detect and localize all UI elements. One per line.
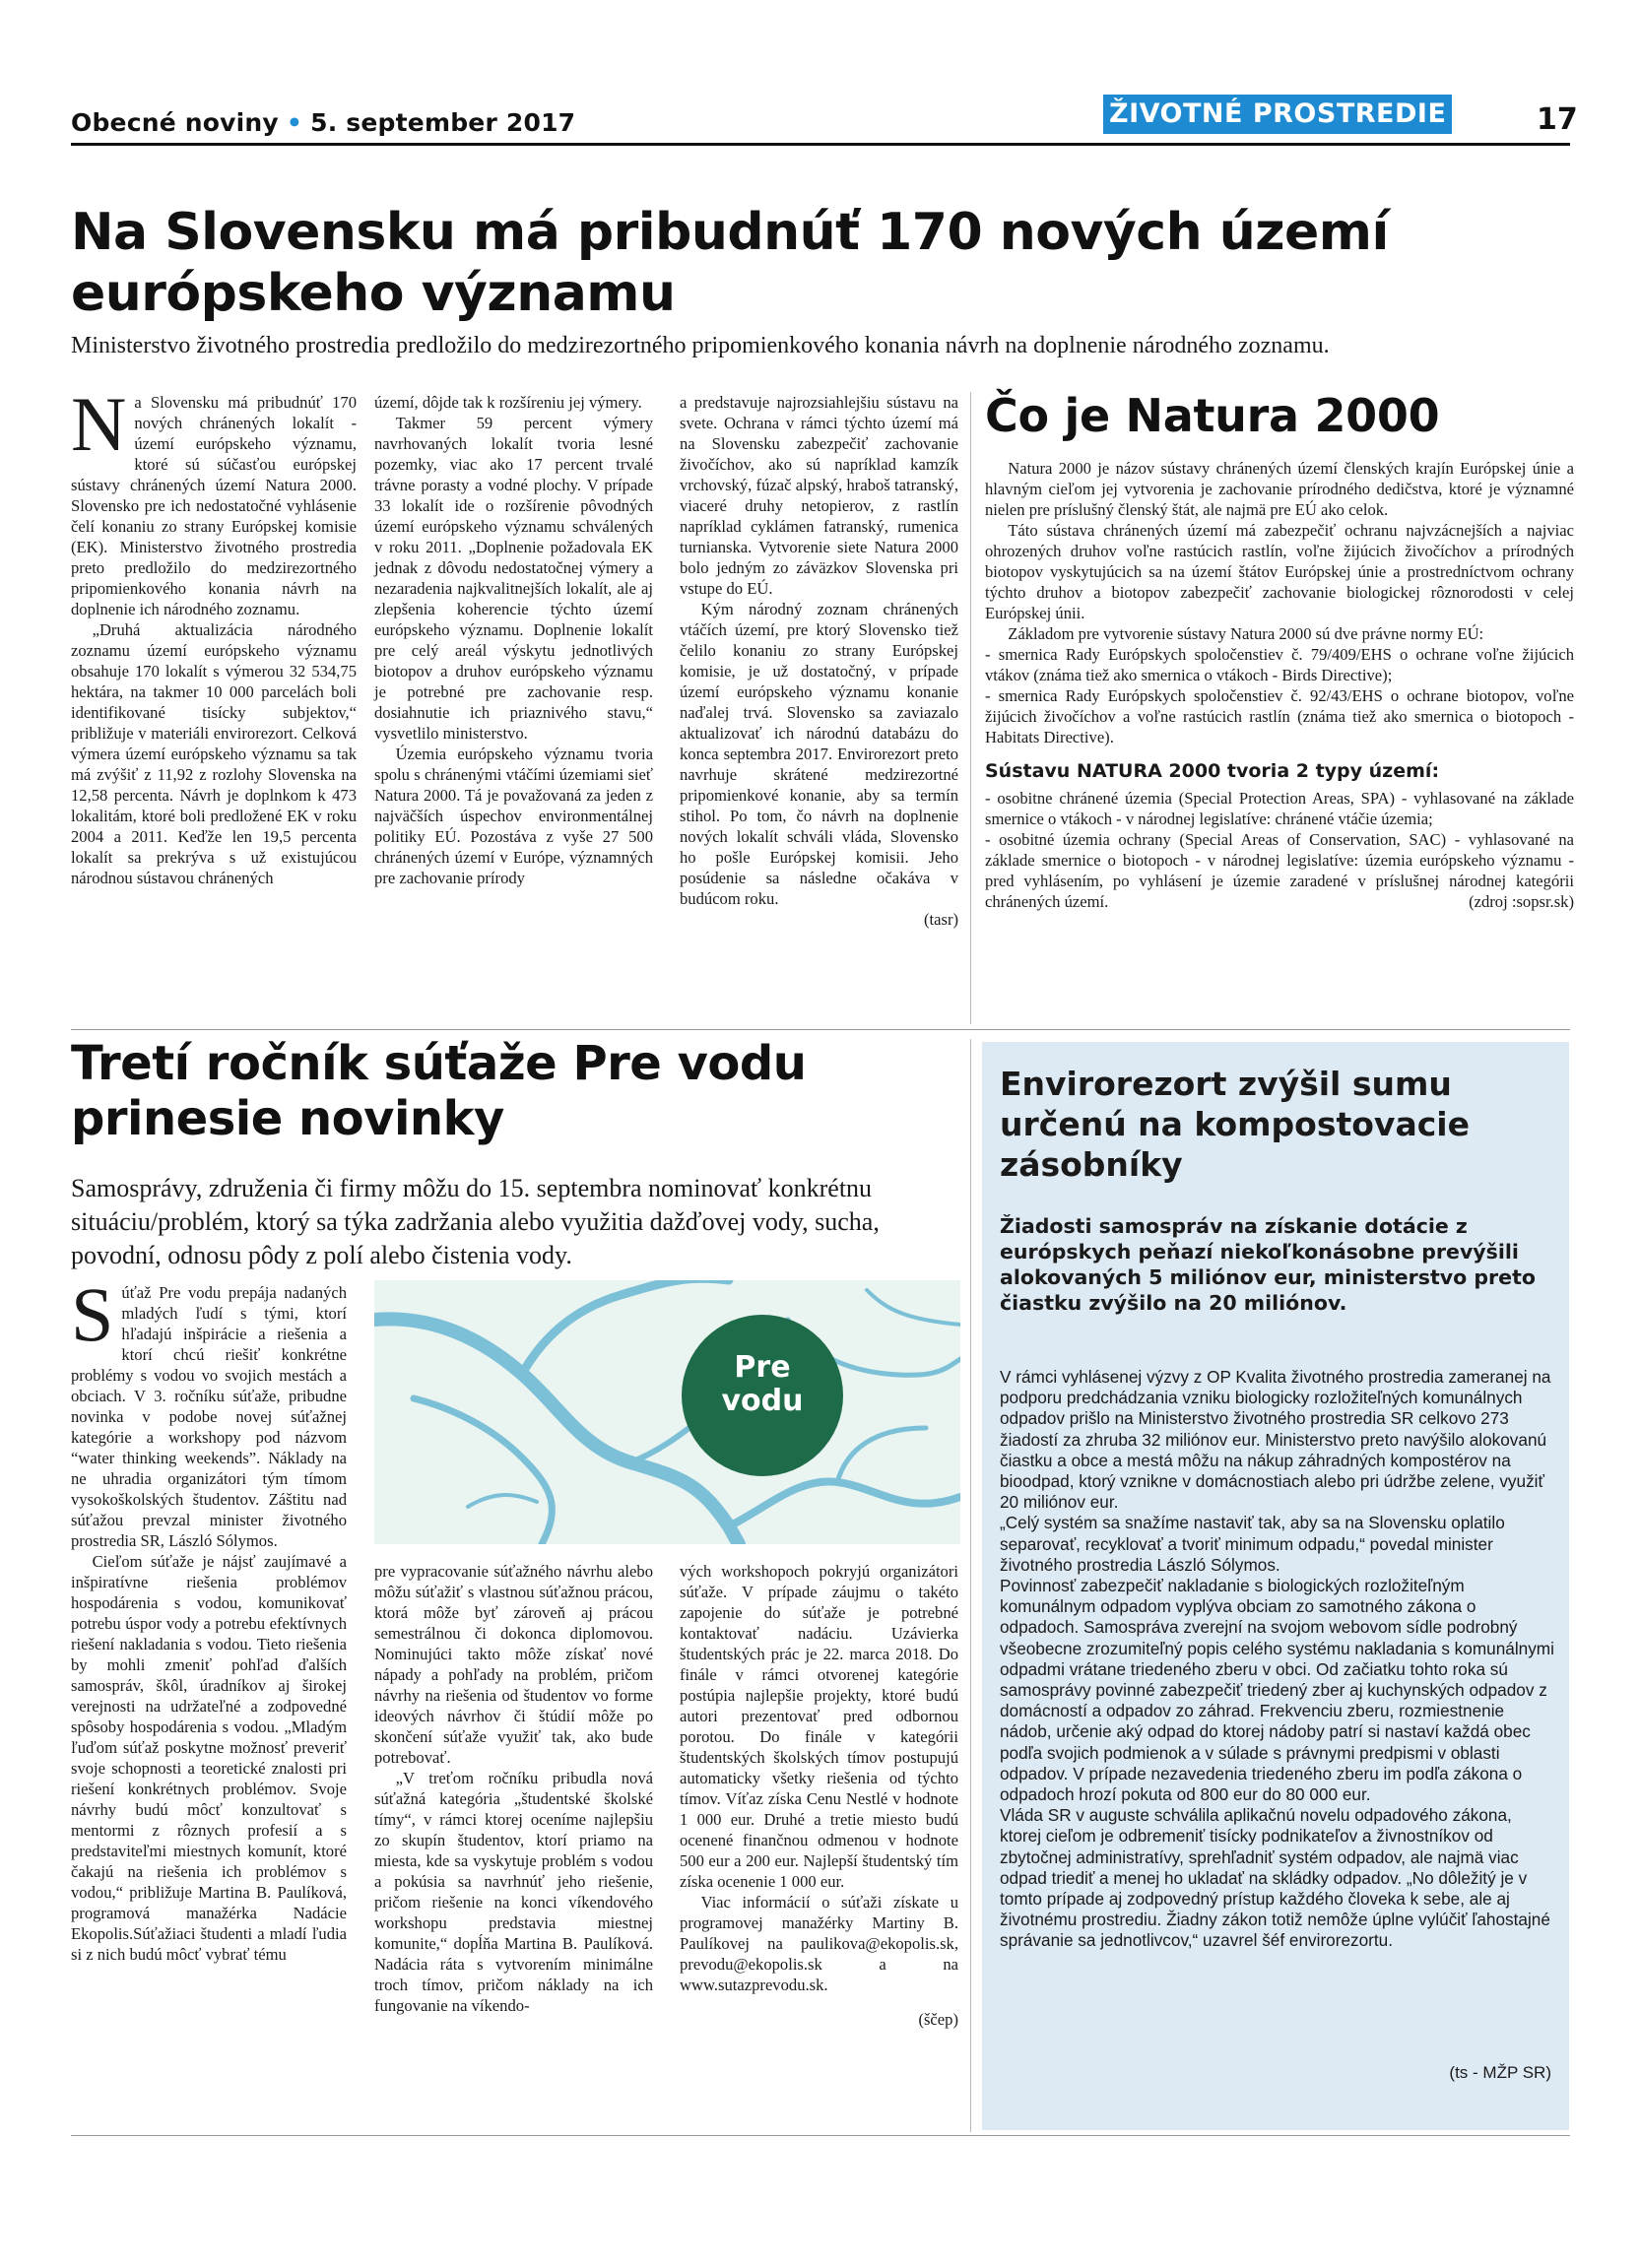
article3-headline: Envirorezort zvýšil sumu určenú na kompostovacie zásobníky (1000, 1065, 1470, 1184)
paragraph: Územia európskeho významu tvoria spolu s chránenými vtáčími územiami sieť Natura 2000. Tá je považovaná za jeden z najväčších úspechov environmentálnej politiky EÚ. Pozostáva z vyše 27 500 chránených území v Európe, významných pre zachovanie prírody (374, 745, 653, 887)
paragraph: „V treťom ročníku pribudla nová súťažná kategória „študentské školské tímy“, v rámci ktorej oceníme najlepšiu zo skupín študentov, ktorí priamo na miesta, kde sa vyskytuje problém s vodou a pokúsia sa navrhnúť jeho riešenie, pričom riešenie na konci víkendového workshopu predstavia miestnej komunite,“ dopĺňa Martina B. Paulíková. Nadácia ráta s vytvorením minimálne troch tímov, pričom náklady na ich fungovanie na víkendo- (374, 1769, 653, 2015)
list-item: - smernica Rady Európskych spoločenstiev č. 92/43/EHS o ochrane biotopov, voľne žijúcich živočíchov a voľne rastúcich rastlín (známa tiež ako smernica o biotopoch - Habitats Directive). (985, 686, 1574, 746)
article3-lead: Žiadosti samospráv na získanie dotácie z európskych peňazí niekoľkonásobne prevýšili alokovaných 5 miliónov eur, ministerstvo preto čiastku zvýšilo na 20 miliónov. (1000, 1214, 1536, 1315)
paragraph: Natura 2000 je názov sústavy chránených území členských krajín Európskej únie a hlavným cieľom jej vytvorenia je zachovanie prírodného dedičstva, ktoré je významné nielen pre príslušný členský štát, ale najmä pre EÚ ako celok. (985, 459, 1574, 519)
header-rule (71, 143, 1570, 146)
article1-signature: (tasr) (923, 910, 958, 929)
paragraph: Cieľom súťaže je nájsť zaujímavé a inšpiratívne riešenia problémov hospodárenia s vodou, komunikovať potrebu úspor vody a potrebu efektívnych riešení nakladania s vodou. Tieto riešenia by mohli zmeniť pohľad ďalších samospráv, škôl, úradníkov aj širokej verejnosti na udržateľné a zodpovedné spôsoby hospodárenia s vodou. „Mladým ľuďom súťaž poskytne možnosť preveriť svoje schopnosti a teoretické znalosti pri riešení konkrétnych problémov. Svoje návrhy budú môcť konzultovať s mentormi z rôznych profesií a s predstaviteľmi miestnych komunít, ktoré čakajú na riešenia ich problémov s vodou,“ približuje Martina B. Paulíková, programová manažérka Nadácie Ekopolis.Súťažiaci študenti a mladí ľudia si z nich budú môcť vybrať tému (71, 1552, 347, 1964)
natura-source: (zdroj :sopsr.sk) (1469, 892, 1574, 911)
article3-body (1000, 1367, 1556, 1952)
masthead (71, 108, 575, 137)
dropcap: N (71, 381, 127, 467)
paragraph: Táto sústava chránených území má zabezpečiť ochranu najvzácnejších a najviac ohrozených druhov voľne rastúcich rastlín, voľne žijúcich živočíchov a prírodných biotopov vyskytujúcich sa na území štátov Európskej únie a prostredníctvom ochrany týchto druhov a biotopov zabezpečiť zachovanie biologickej rôznorodosti v celej Európskej únii. (985, 521, 1574, 622)
paragraph: Základom pre vytvorenie sústavy Natura 2000 sú dve právne normy EÚ: (1008, 624, 1484, 643)
article1-lead: Ministerstvo životného prostredia predložilo do medzirezortného pripomienkového konania návrh na doplnenie národného zoznamu. (71, 333, 1330, 358)
natura-subheading: Sústavu NATURA 2000 tvoria 2 typy území: (985, 760, 1440, 782)
pre-vodu-illustration (374, 1280, 960, 1544)
article2-signature: (ščep) (918, 2010, 958, 2029)
logo-line: vodu (721, 1384, 804, 1418)
paragraph: úťaž Pre vodu prepája nadaných mladých ľudí s tými, ktorí hľadajú inšpirácie a riešenia a ktorí chcú riešiť konkrétne problémy s vodou vo svojich mestách a obciach. V 3. ročníku súťaže, pribudne novinka v podobe novej súťažnej kategórie a workshopy pod názvom “water thinking weekends”. Náklady na ne uhradia organizátori tým tímom vysokoškolských študentov. Záštitu nad súťažou prevzal minister životného prostredia SR, László Sólymos. (71, 1283, 347, 1550)
dropcap: S (71, 1271, 114, 1357)
section-label: ŽIVOTNÉ PROSTREDIE (1103, 95, 1452, 134)
article2-column-1 (71, 1271, 347, 1965)
article1-column-1 (71, 381, 357, 888)
natura-box-title: Čo je Natura 2000 (985, 389, 1440, 442)
column-divider (970, 1039, 971, 2132)
paragraph: vých workshopoch pokryjú organizátori súťaže. V prípade záujmu o takéto zapojenie do súťaže je potrebné kontaktovať nadáciu. Uzávierka študentských prác je 22. marca 2018. Do finále v rámci otvorenej kategórie postúpia najlepšie projekty, ktoré budú autori prezentovať pred odbornou porotou. Do finále v kategórii študentských školských tímov postupujú automaticky všetky riešenia od týchto tímov. Víťaz získa Cenu Nestlé v hodnote 1 000 eur. Druhé a tretie miesto budú ocenené finančnou odmenou v hodnote 500 eur a 200 eur. Najlepší študentský tím získa ocenenie 1 000 eur. (680, 1562, 958, 1891)
paragraph: „Druhá aktualizácia národného zoznamu území európskeho významu obsahuje 170 lokalít s výmerou 32 534,75 hektára, na takmer 10 000 parcelách boli identifikované tisícky subjektov,“ približuje v materiáli envirorezort. Celková výmera území európskeho významu sa tak má zvýšiť z 11,92 z rozlohy Slovenska na 12,58 percenta. Návrh je doplnkom k 473 lokalitám, ktoré boli predložené EK v roku 2004 a 2011. Keďže len 19,5 percenta lokalít sa prekrýva s už existujúcou národnou sústavou chránených (71, 620, 357, 887)
paragraph: a Slovensku má pribudnúť 170 nových chránených lokalít - území európskeho významu, ktoré sú súčasťou európskej sústavy chránených území Natura 2000. Slovensko pre ich nedostatočné vyhlásenie čelí konaniu zo strany Európskej komisie (EK). Ministerstvo životného prostredia preto predložilo do medzirezortného pripomienkového konania návrh na doplnenie ich národného zoznamu. (71, 393, 357, 618)
river-map-graphic (374, 1280, 960, 1544)
paragraph: Vláda SR v auguste schválila aplikačnú novelu odpadového zákona, ktorej cieľom je odbremeniť tisícky podnikateľov a živnostníkov od zbytočnej administratívy, sprehľadniť systém odpadov, ale najmä viac odpad triediť a menej ho ukladať na skládky odpadov. „No dôležitý je v tomto prípade aj zodpovedný prístup každého človeka k sebe, ale aj životnému prostrediu. Žiadny zákon totiž nemôže úplne vylúčiť ľahostajné správanie sa jednotlivcov,“ uzavrel šéf envirorezortu. (1000, 1805, 1550, 1951)
paragraph: a predstavuje najrozsiahlejšiu sústavu na svete. Ochrana v rámci týchto území má na Slovensku zabezpečiť zachovanie živočíchov, ako sú napríklad kamzík vrchovský, fúzač alpský, hraboš tatranský, viaceré druhy netopierov, z rastlín napríklad cyklámen fatranský, rumenica turnianska. Vytvorenie siete Natura 2000 bolo jedným zo záväzkov Slovenska pri vstupe do EÚ. (680, 393, 958, 598)
natura-box-body (985, 458, 1574, 912)
article3-source: (ts - MŽP SR) (1449, 2063, 1551, 2082)
page-number: 17 (1537, 102, 1578, 137)
list-item (985, 829, 1574, 912)
section-rule (71, 1029, 1570, 1030)
separator-dot: • (286, 108, 303, 137)
article2-headline: Tretí ročník súťaže Pre vodu prinesie novinky (71, 1036, 807, 1146)
paragraph: „Celý systém sa snažíme nastaviť tak, aby sa na Slovensku oplatilo separovať, recyklovať a tvoriť minimum odpadu,“ povedal minister životného prostredia László Sólymos. (1000, 1513, 1505, 1575)
issue-date: 5. september 2017 (310, 108, 576, 137)
paragraph: Takmer 59 percent výmery navrhovaných lokalít tvoria lesné pozemky, viac ako 17 percent trvalé trávne porasty a vodné plochy. V prípade 33 lokalít ide o rozšírenie pôvodných území európskeho významu schválených v roku 2011. „Doplnenie požadovala EK jednak z dôvodu nedostatočnej výmery a nezaradenia najkvalitnejších lokalít, ale aj zlepšenia koherencie týchto území európskeho významu. Doplnenie lokalít pre celý areál výskytu jednotlivých biotopov a druhov európskeho významu je potrebné pre zachovanie resp. dosiahnutie ich priaznivého stavu,“ vysvetlilo ministerstvo. (374, 414, 653, 743)
paragraph: V rámci vyhlásenej výzvy z OP Kvalita životného prostredia zameranej na podporu predchádzania vzniku biologicky rozložiteľných komunálnych odpadov prišlo na Ministerstvo životného prostredia SR celkovo 273 žiadostí za zhruba 32 miliónov eur. Ministerstvo preto navýšilo alokovanú čiastku a obce a mestá môžu na nákup záhradných kompostérov na bioodpad, ktorý vznikne v domácnostiach alebo pri údržbe zelene, využiť 20 miliónov eur. (1000, 1367, 1551, 1513)
article1-column-3 (680, 392, 958, 930)
paragraph: území, dôjde tak k rozšíreniu jej výmery. (374, 393, 642, 412)
paragraph: Kým národný zoznam chránených vtáčích území, pre ktorý Slovensko tiež čelilo konaniu zo strany Európskej komisie, je už dostatočný, v prípade území európskeho významu konanie naďalej trvá. Slovensko sa zaviazalo aktualizovať ich národnú databázu do konca septembra 2017. Envirorezort preto navrhuje skrátené medzirezortné pripomienkové konanie, aby sa termín stihol. Po tom, čo návrh na doplnenie nových lokalít schváli vláda, Slovensko ho pošle Európskej komisii. Jeho posúdenie sa následne očakáva v budúcom roku. (680, 600, 958, 908)
article2-lead: Samosprávy, združenia či firmy môžu do 15. septembra nominovať konkrétnu situáciu/problém, ktorý sa týka zadržania alebo využitia dažďovej vody, sucha, povodní, odnosu pôdy z polí alebo čistenia vody. (71, 1174, 880, 1269)
footer-rule (71, 2135, 1570, 2136)
list-item: - osobitne chránené územia (Special Protection Areas, SPA) - vyhlasované na základe smernice o vtákoch - v národnej legislatíve: chránené vtáčie územia; (985, 789, 1574, 828)
list-item-text: - osobitné územia ochrany (Special Areas of Conservation, SAC) - vyhlasované na základe smernice o biotopoch - v národnej legislatíve: územia európskeho významu - pred vyhlásením, po vyhlásení je územie zaradené v príslušnej národnej kategórii chránených území. (985, 830, 1574, 911)
list-item: - smernica Rady Európskych spoločenstiev č. 79/409/EHS o ochrane voľne žijúcich vtákov (známa tiež ako smernica o vtákoch - Birds Directive); (985, 645, 1574, 684)
article1-headline: Na Slovensku má pribudnúť 170 nových území európskeho významu (71, 203, 1389, 323)
paper-name: Obecné noviny (71, 108, 279, 137)
pre-vodu-logo-text (713, 1351, 812, 1418)
article1-column-2 (374, 392, 653, 888)
column-divider (970, 392, 971, 1024)
article2-column-2 (374, 1561, 653, 2016)
logo-line: Pre (734, 1350, 791, 1385)
paragraph: Viac informácií o súťaži získate u programovej manažérky Martiny B. Paulíkovej na paulikova@ekopolis.sk, prevodu@ekopolis.sk a na www.sutazprevodu.sk. (680, 1893, 958, 1994)
paragraph: Povinnosť zabezpečiť nakladanie s biologických rozložiteľným komunálnym odpadom vyplýva obciam zo samotného zákona o odpadoch. Samospráva zverejní na svojom webovom sídle podrobný všeobecne zrozumiteľný popis celého systému nakladania s komunálnymi odpadmi vrátane triedeného zberu v obci. Od začiatku tohto roka sú samosprávy povinné zabezpečiť triedený zber aj kuchynských odpadov z domácností a odpadov zo záhrad. Frekvenciu zberu, rozmiestnenie nádob, určenie aký odpad do ktorej nádoby patrí si nastaví každá obec podľa svojich podmienok a v súlade s právnymi predpismi v oblasti odpadov. V prípade nezavedenia triedeného zberu im podľa zákona o odpadoch hrozí pokuta od 800 eur do 80 000 eur. (1000, 1576, 1554, 1805)
paragraph: pre vypracovanie súťažného návrhu alebo môžu súťažiť s vlastnou súťažnou prácou, ktorá môže byť zároveň aj prácou semestrálnou či dokonca diplomovou. Nominujúci takto môže získať nové nápady a pohľady na problém, pričom návrhy na riešenia od študentov vo forme ideových návrhov či štúdií môže po skončení súťaže využiť tak, ako bude potrebovať. (374, 1562, 653, 1767)
article2-column-3 (680, 1561, 958, 2030)
